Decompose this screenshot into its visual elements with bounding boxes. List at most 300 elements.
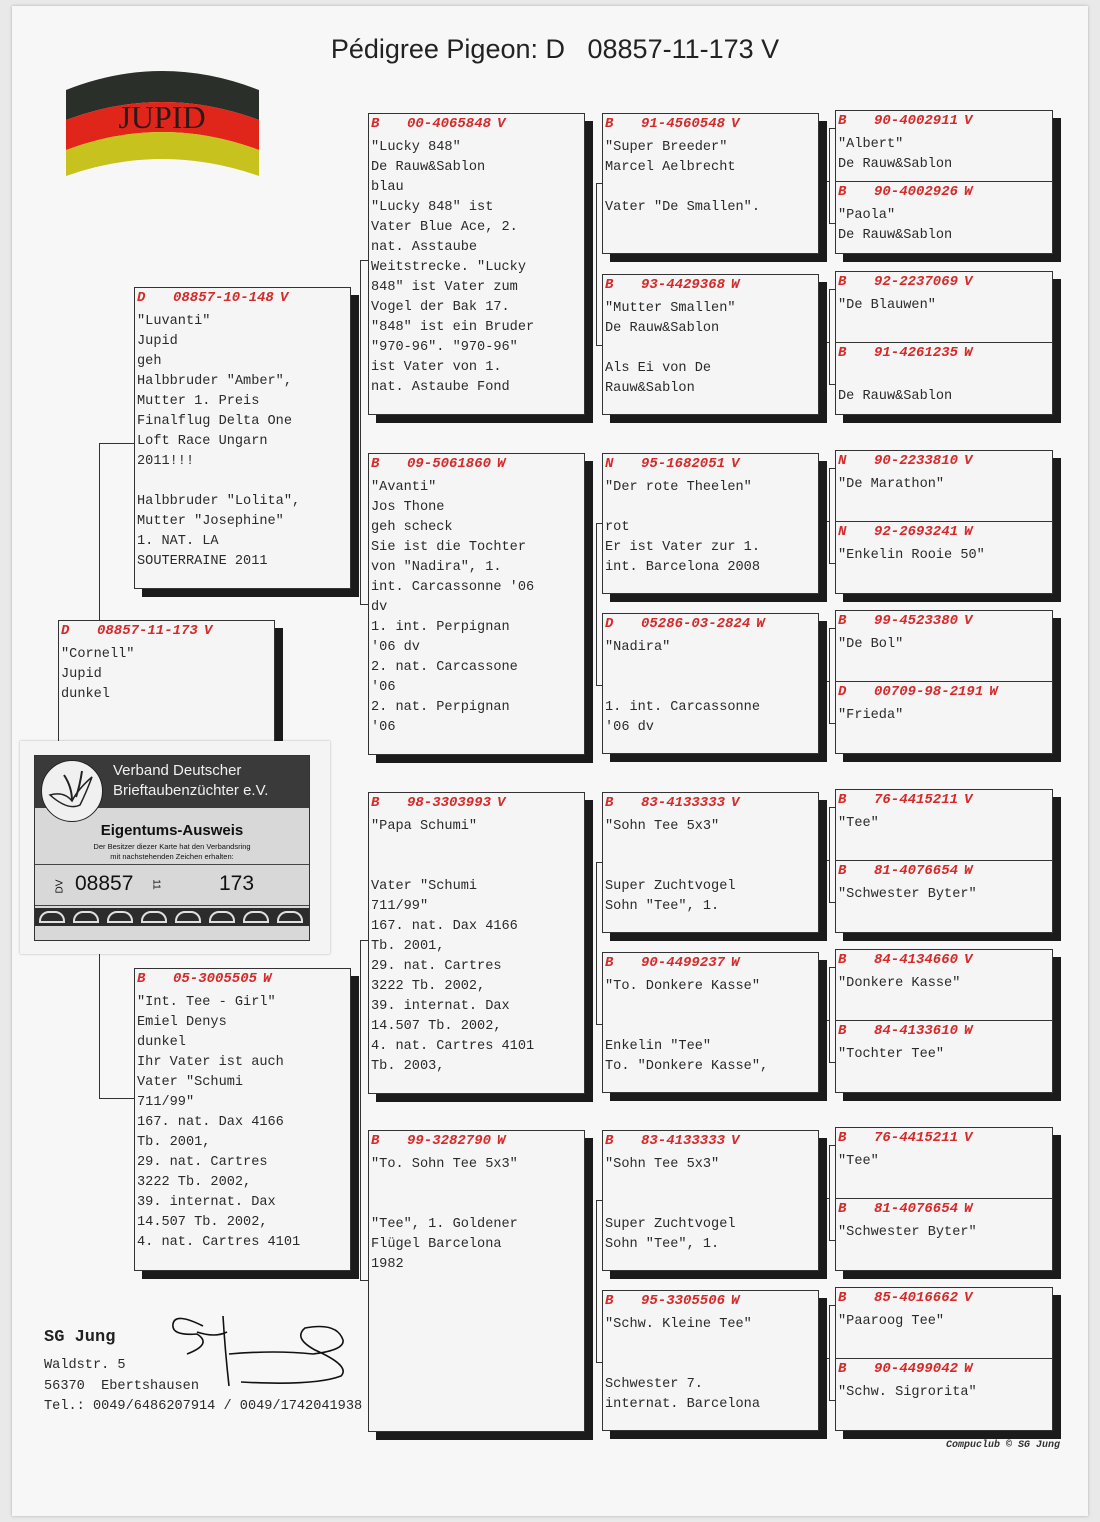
sex-code: W: [731, 955, 740, 971]
detail-line: dunkel: [61, 687, 110, 702]
sex-code: W: [756, 616, 765, 632]
detail-line: [605, 857, 816, 877]
detail-line: Jupid: [137, 334, 178, 349]
detail-line: "Schw. Kleine Tee": [605, 1317, 752, 1332]
country-code: B: [838, 792, 847, 808]
detail-line: [605, 997, 816, 1017]
ring-id: 76-4415211: [874, 792, 959, 808]
pedigree-box-father[interactable]: [134, 287, 351, 589]
ring-number: [838, 1130, 1050, 1148]
detail-line: "Cornell": [61, 647, 135, 662]
detail-line: "970-96". "970-96": [371, 340, 518, 355]
detail-line: [605, 339, 816, 359]
pigeon-details: [605, 638, 816, 738]
pigeon-details: [605, 817, 816, 917]
detail-line: "Papa Schumi": [371, 819, 478, 834]
ring-id: 90-4499042: [874, 1361, 959, 1377]
ring-id: 92-2237069: [874, 274, 959, 290]
country-code: D: [61, 623, 70, 639]
detail-line: Emiel Denys: [137, 1015, 227, 1030]
sex-code: V: [964, 613, 973, 629]
pigeon-details: [838, 475, 1050, 495]
connector-line: [819, 681, 829, 682]
detail-line: internat. Barcelona: [605, 1397, 760, 1412]
country-code: B: [371, 1133, 380, 1149]
country-code: B: [838, 1130, 847, 1146]
detail-line: "To. Sohn Tee 5x3": [371, 1157, 518, 1172]
pigeon-details: [838, 206, 1050, 246]
ring-id: 09-5061860: [407, 456, 492, 472]
pigeon-details: [838, 706, 1050, 726]
card-org-line1: Verband Deutscher: [113, 762, 242, 779]
ring-id: 83-4133333: [641, 1133, 726, 1149]
ring-number: [838, 792, 1050, 810]
detail-line: [605, 1175, 816, 1195]
pigeon-details: [605, 478, 816, 578]
sex-code: W: [731, 277, 740, 293]
pedigree-box-mother[interactable]: [134, 968, 351, 1271]
ring-id: 00-4065848: [407, 116, 492, 132]
country-code: B: [838, 184, 847, 200]
ring-number: [371, 456, 582, 474]
country-code: B: [371, 116, 380, 132]
detail-line: '06: [371, 720, 396, 735]
detail-line: De Rauw&Sablon: [371, 160, 486, 175]
card-org-line2: Brieftaubenzüchter e.V.: [113, 782, 269, 799]
ring-number: [838, 113, 1050, 131]
connector-line: [360, 260, 361, 605]
detail-line: dv: [371, 600, 388, 615]
ring-number: [605, 277, 816, 295]
sex-code: W: [964, 863, 973, 879]
detail-line: 3222 Tb. 2002,: [371, 979, 486, 994]
pigeon-emblem-icon: [41, 760, 103, 822]
detail-line: 1. NAT. LA: [137, 534, 219, 549]
pedigree-box-gen3[interactable]: [368, 113, 585, 415]
connector-line: [819, 342, 829, 343]
detail-line: Loft Race Ungarn: [137, 434, 268, 449]
detail-line: Vater Blue Ace, 2.: [371, 220, 518, 235]
connector-line: [819, 860, 829, 861]
detail-line: "Avanti": [371, 480, 437, 495]
detail-line: 2. nat. Carcassone: [371, 660, 518, 675]
pedigree-box-gen5[interactable]: [835, 450, 1053, 522]
detail-line: 1. int. Perpignan: [371, 620, 510, 635]
ring-number: [838, 274, 1050, 292]
pedigree-box-gen5[interactable]: [835, 342, 1053, 415]
sex-code: V: [964, 113, 973, 129]
country-code: B: [838, 952, 847, 968]
ring-number: [838, 1290, 1050, 1308]
ring-id: 92-2693241: [874, 524, 959, 540]
detail-line: "Albert": [838, 137, 904, 152]
ring-id: 91-4261235: [874, 345, 959, 361]
pedigree-box-gen4[interactable]: [602, 613, 819, 754]
country-code: B: [605, 795, 614, 811]
detail-line: [371, 1195, 582, 1215]
pedigree-box-gen5[interactable]: [835, 860, 1053, 933]
country-code: B: [838, 1361, 847, 1377]
sex-code: V: [497, 795, 506, 811]
detail-line: Super Zuchtvogel: [605, 879, 736, 894]
pigeon-details: [137, 312, 348, 572]
detail-line: "Sohn Tee 5x3": [605, 1157, 720, 1172]
detail-line: "Nadira": [605, 640, 671, 655]
ring-number: [371, 795, 582, 813]
detail-line: 711/99": [371, 899, 429, 914]
ring-number: [838, 453, 1050, 471]
pedigree-box-gen5[interactable]: [835, 1287, 1053, 1359]
detail-line: Vater "Schumi: [137, 1075, 244, 1090]
ring-id: 98-3303993: [407, 795, 492, 811]
sex-code: V: [731, 1133, 740, 1149]
connector-line: [829, 128, 830, 223]
detail-line: "Tee", 1. Goldener: [371, 1217, 518, 1232]
card-prefix: DV: [54, 879, 66, 894]
detail-line: 167. nat. Dax 4166: [137, 1115, 284, 1130]
pedigree-box-gen5[interactable]: [835, 181, 1053, 254]
ring-id: 85-4016662: [874, 1290, 959, 1306]
ring-number: [838, 863, 1050, 881]
card-title: Eigentums-Ausweis: [100, 822, 244, 839]
detail-line: [605, 1355, 816, 1375]
card-club-number: 08857: [75, 872, 134, 895]
connector-line: [360, 940, 361, 1280]
detail-line: Vater "De Smallen".: [605, 200, 760, 215]
detail-line: "To. Donkere Kasse": [605, 979, 760, 994]
sex-code: W: [964, 1361, 973, 1377]
sex-code: W: [964, 345, 973, 361]
detail-line: "Frieda": [838, 708, 904, 723]
country-code: B: [605, 116, 614, 132]
sex-code: V: [964, 952, 973, 968]
country-code: B: [605, 277, 614, 293]
jupid-logo: [66, 62, 259, 176]
detail-line: nat. Astaube Fond: [371, 380, 510, 395]
detail-line: Ihr Vater ist auch: [137, 1055, 284, 1070]
pedigree-box-gen4[interactable]: [602, 792, 819, 933]
detail-line: geh: [137, 354, 162, 369]
pedigree-box-gen5[interactable]: [835, 1127, 1053, 1199]
ring-number: [605, 616, 816, 634]
connector-line: [819, 1358, 829, 1359]
detail-line: "Schwester Byter": [838, 1225, 977, 1240]
detail-line: 2011!!!: [137, 454, 195, 469]
country-code: B: [137, 971, 146, 987]
pigeon-details: [838, 1223, 1050, 1243]
detail-line: Tb. 2001,: [371, 939, 445, 954]
pedigree-box-gen3[interactable]: [368, 1130, 585, 1432]
pigeon-details: [137, 993, 348, 1253]
sex-code: V: [203, 623, 213, 639]
pigeon-details: [838, 885, 1050, 905]
detail-line: "848" ist ein Bruder: [371, 320, 535, 335]
pedigree-box-subject[interactable]: [58, 620, 275, 760]
country-code: D: [838, 684, 847, 700]
pedigree-box-gen5[interactable]: [835, 681, 1053, 754]
ring-id: 81-4076654: [874, 1201, 959, 1217]
detail-line: "Paola": [838, 208, 896, 223]
ring-id: 91-4560548: [641, 116, 726, 132]
country-code: N: [838, 453, 847, 469]
detail-line: 1. int. Carcassonne: [605, 700, 760, 715]
detail-line: Flügel Barcelona: [371, 1237, 502, 1252]
detail-line: Sie ist die Tochter: [371, 540, 526, 555]
country-code: B: [605, 955, 614, 971]
pedigree-box-gen5[interactable]: [835, 1358, 1053, 1431]
detail-line: De Rauw&Sablon: [838, 389, 953, 404]
sex-code: W: [989, 684, 998, 700]
pedigree-box-gen4[interactable]: [602, 274, 819, 415]
detail-line: "Tee": [838, 816, 879, 831]
detail-line: Vogel der Bak 17.: [371, 300, 510, 315]
detail-line: "De Marathon": [838, 477, 945, 492]
country-code: B: [838, 863, 847, 879]
breeder-phone: Tel.: 0049/6486207914 / 0049/1742041938: [44, 1399, 363, 1414]
sex-code: W: [964, 184, 973, 200]
ring-number: [605, 955, 816, 973]
detail-line: 848" ist Vater zum: [371, 280, 518, 295]
pigeon-details: [838, 1152, 1050, 1172]
ring-id: 84-4133610: [874, 1023, 959, 1039]
ring-id: 83-4133333: [641, 795, 726, 811]
ring-number: [838, 1361, 1050, 1379]
ring-number: [371, 116, 582, 134]
detail-line: Als Ei von De: [605, 361, 712, 376]
ring-id: 90-4002911: [874, 113, 959, 129]
ring-id: 76-4415211: [874, 1130, 959, 1146]
pigeon-details: [838, 135, 1050, 175]
detail-line: 39. internat. Dax: [137, 1195, 276, 1210]
card-frame: [34, 755, 310, 941]
pigeon-details: [838, 974, 1050, 994]
country-code: B: [371, 456, 380, 472]
card-subtitle-2: mit nachstehenden Zeichen erhalten:: [110, 852, 234, 861]
detail-line: "De Blauwen": [838, 298, 936, 313]
connector-line: [819, 1198, 829, 1199]
pedigree-box-gen5[interactable]: [835, 789, 1053, 861]
ring-number: [838, 524, 1050, 542]
country-code: B: [838, 1201, 847, 1217]
connector-line: [596, 523, 597, 685]
breeder-name: SG Jung: [44, 1328, 116, 1347]
pedigree-box-gen4[interactable]: [602, 952, 819, 1093]
ring-number: [605, 795, 816, 813]
ring-id: 93-4429368: [641, 277, 726, 293]
logo-text: JUPID: [118, 99, 206, 135]
ring-number: [838, 1201, 1050, 1219]
pigeon-details: [838, 367, 1050, 407]
detail-line: nat. Asstaube: [371, 240, 478, 255]
ring-id: 05286-03-2824: [641, 616, 751, 632]
sex-code: W: [497, 456, 506, 472]
detail-line: int. Carcassonne '06: [371, 580, 535, 595]
detail-line: "Mutter Smallen": [605, 301, 736, 316]
ring-id: 90-2233810: [874, 453, 959, 469]
ring-id: 95-1682051: [641, 456, 726, 472]
pedigree-box-gen4[interactable]: [602, 113, 819, 254]
pedigree-box-gen4[interactable]: [602, 1290, 819, 1431]
pedigree-box-gen3[interactable]: [368, 453, 585, 755]
connector-line: [596, 183, 597, 345]
detail-line: 3222 Tb. 2002,: [137, 1175, 252, 1190]
breeder-street: Waldstr. 5: [44, 1358, 126, 1373]
sex-code: W: [731, 1293, 740, 1309]
detail-line: [605, 678, 816, 698]
ring-id: 08857-10-148: [173, 290, 274, 306]
detail-line: [605, 1335, 816, 1355]
pigeon-details: [371, 1155, 582, 1275]
sex-code: V: [964, 453, 973, 469]
ring-id: 05-3005505: [173, 971, 258, 987]
pigeon-details: [838, 1383, 1050, 1403]
detail-line: De Rauw&Sablon: [838, 157, 953, 172]
detail-line: [605, 498, 816, 518]
pigeon-details: [371, 817, 582, 1077]
sex-code: V: [731, 456, 740, 472]
sex-code: V: [731, 116, 740, 132]
detail-line: "Sohn Tee 5x3": [605, 819, 720, 834]
detail-line: dunkel: [137, 1035, 186, 1050]
country-code: N: [605, 456, 614, 472]
country-code: B: [605, 1293, 614, 1309]
connector-line: [819, 1020, 829, 1021]
ring-number: [838, 613, 1050, 631]
detail-line: Mutter "Josephine": [137, 514, 284, 529]
connector-line: [829, 967, 830, 1062]
detail-line: [605, 658, 816, 678]
country-code: B: [371, 795, 380, 811]
detail-line: [838, 367, 1050, 387]
ring-id: 99-4523380: [874, 613, 959, 629]
pigeon-details: [371, 478, 582, 738]
detail-line: [605, 1195, 816, 1215]
pigeon-details: [605, 977, 816, 1077]
ring-number: [838, 184, 1050, 202]
ring-id: 00709-98-2191: [874, 684, 984, 700]
card-ring-number: 173: [219, 872, 255, 895]
ring-number: [137, 971, 348, 989]
country-code: D: [605, 616, 614, 632]
detail-line: "Schwester Byter": [838, 887, 977, 902]
sex-code: W: [964, 1023, 973, 1039]
detail-line: [371, 1175, 582, 1195]
detail-line: "Lucky 848": [371, 140, 461, 155]
detail-line: Marcel Aelbrecht: [605, 160, 736, 175]
detail-line: 39. internat. Dax: [371, 999, 510, 1014]
ring-number: [838, 952, 1050, 970]
ring-id: 90-4499237: [641, 955, 726, 971]
footer-credit: Compuclub © SG Jung: [945, 1440, 1060, 1451]
detail-line: Tb. 2001,: [137, 1135, 211, 1150]
pedigree-box-gen5[interactable]: [835, 271, 1053, 343]
country-code: B: [838, 1290, 847, 1306]
detail-line: Jos Thone: [371, 500, 445, 515]
country-code: B: [838, 613, 847, 629]
connector-line: [829, 289, 830, 384]
detail-line: 29. nat. Cartres: [371, 959, 502, 974]
pedigree-box-gen4[interactable]: [602, 1130, 819, 1271]
connector-line: [819, 521, 829, 522]
detail-line: Rauw&Sablon: [605, 381, 695, 396]
sex-code: V: [964, 792, 973, 808]
detail-line: Vater "Schumi: [371, 879, 478, 894]
detail-line: "De Bol": [838, 637, 904, 652]
detail-line: '06: [371, 680, 396, 695]
detail-line: [605, 1017, 816, 1037]
detail-line: [137, 472, 348, 492]
detail-line: "Super Breeder": [605, 140, 728, 155]
detail-line: Super Zuchtvogel: [605, 1217, 736, 1232]
country-code: D: [137, 290, 146, 306]
detail-line: [605, 178, 816, 198]
sex-code: V: [497, 116, 506, 132]
ring-id: 84-4134660: [874, 952, 959, 968]
pigeon-details: [838, 635, 1050, 655]
detail-line: 711/99": [137, 1095, 195, 1110]
card-decorative-band: [35, 908, 309, 926]
detail-line: Mutter 1. Preis: [137, 394, 260, 409]
pedigree-box-gen3[interactable]: [368, 792, 585, 1094]
pigeon-details: [605, 299, 816, 399]
detail-line: 4. nat. Cartres 4101: [371, 1039, 535, 1054]
detail-line: Tb. 2003,: [371, 1059, 445, 1074]
pigeon-details: [838, 1045, 1050, 1065]
ring-number: [838, 684, 1050, 702]
detail-line: 167. nat. Dax 4166: [371, 919, 518, 934]
country-code: B: [838, 113, 847, 129]
connector-line: [829, 1305, 830, 1400]
detail-line: Schwester 7.: [605, 1377, 703, 1392]
connector-line: [99, 443, 100, 621]
detail-line: SOUTERRAINE 2011: [137, 554, 268, 569]
pedigree-box-gen5[interactable]: [835, 949, 1053, 1021]
pedigree-box-gen5[interactable]: [835, 110, 1053, 182]
sex-code: V: [964, 1130, 973, 1146]
country-code: B: [605, 1133, 614, 1149]
sex-code: V: [279, 290, 289, 306]
detail-line: "Der rote Theelen": [605, 480, 752, 495]
country-code: B: [838, 274, 847, 290]
detail-line: geh scheck: [371, 520, 453, 535]
detail-line: To. "Donkere Kasse",: [605, 1059, 769, 1074]
sex-code: V: [964, 274, 973, 290]
pedigree-box-gen5[interactable]: [835, 610, 1053, 682]
ring-number: [838, 1023, 1050, 1041]
detail-line: Halbbruder "Amber",: [137, 374, 292, 389]
ring-id: 99-3282790: [407, 1133, 492, 1149]
pedigree-box-gen5[interactable]: [835, 1198, 1053, 1271]
connector-line: [596, 862, 597, 1024]
country-code: N: [838, 524, 847, 540]
ring-id: 81-4076654: [874, 863, 959, 879]
detail-line: "Lucky 848" ist: [371, 200, 494, 215]
ring-number: [61, 623, 272, 641]
pedigree-box-gen4[interactable]: [602, 453, 819, 594]
ring-number: [605, 1293, 816, 1311]
detail-line: rot: [605, 520, 630, 535]
detail-line: "Int. Tee - Girl": [137, 995, 276, 1010]
pigeon-details: [838, 546, 1050, 566]
sex-code: W: [263, 971, 272, 987]
detail-line: 1982: [371, 1257, 404, 1272]
detail-line: "Tee": [838, 1154, 879, 1169]
connector-line: [819, 181, 829, 182]
pedigree-box-gen5[interactable]: [835, 1020, 1053, 1093]
connector-line: [829, 1145, 830, 1240]
pedigree-box-gen5[interactable]: [835, 521, 1053, 594]
detail-line: 4. nat. Cartres 4101: [137, 1235, 301, 1250]
